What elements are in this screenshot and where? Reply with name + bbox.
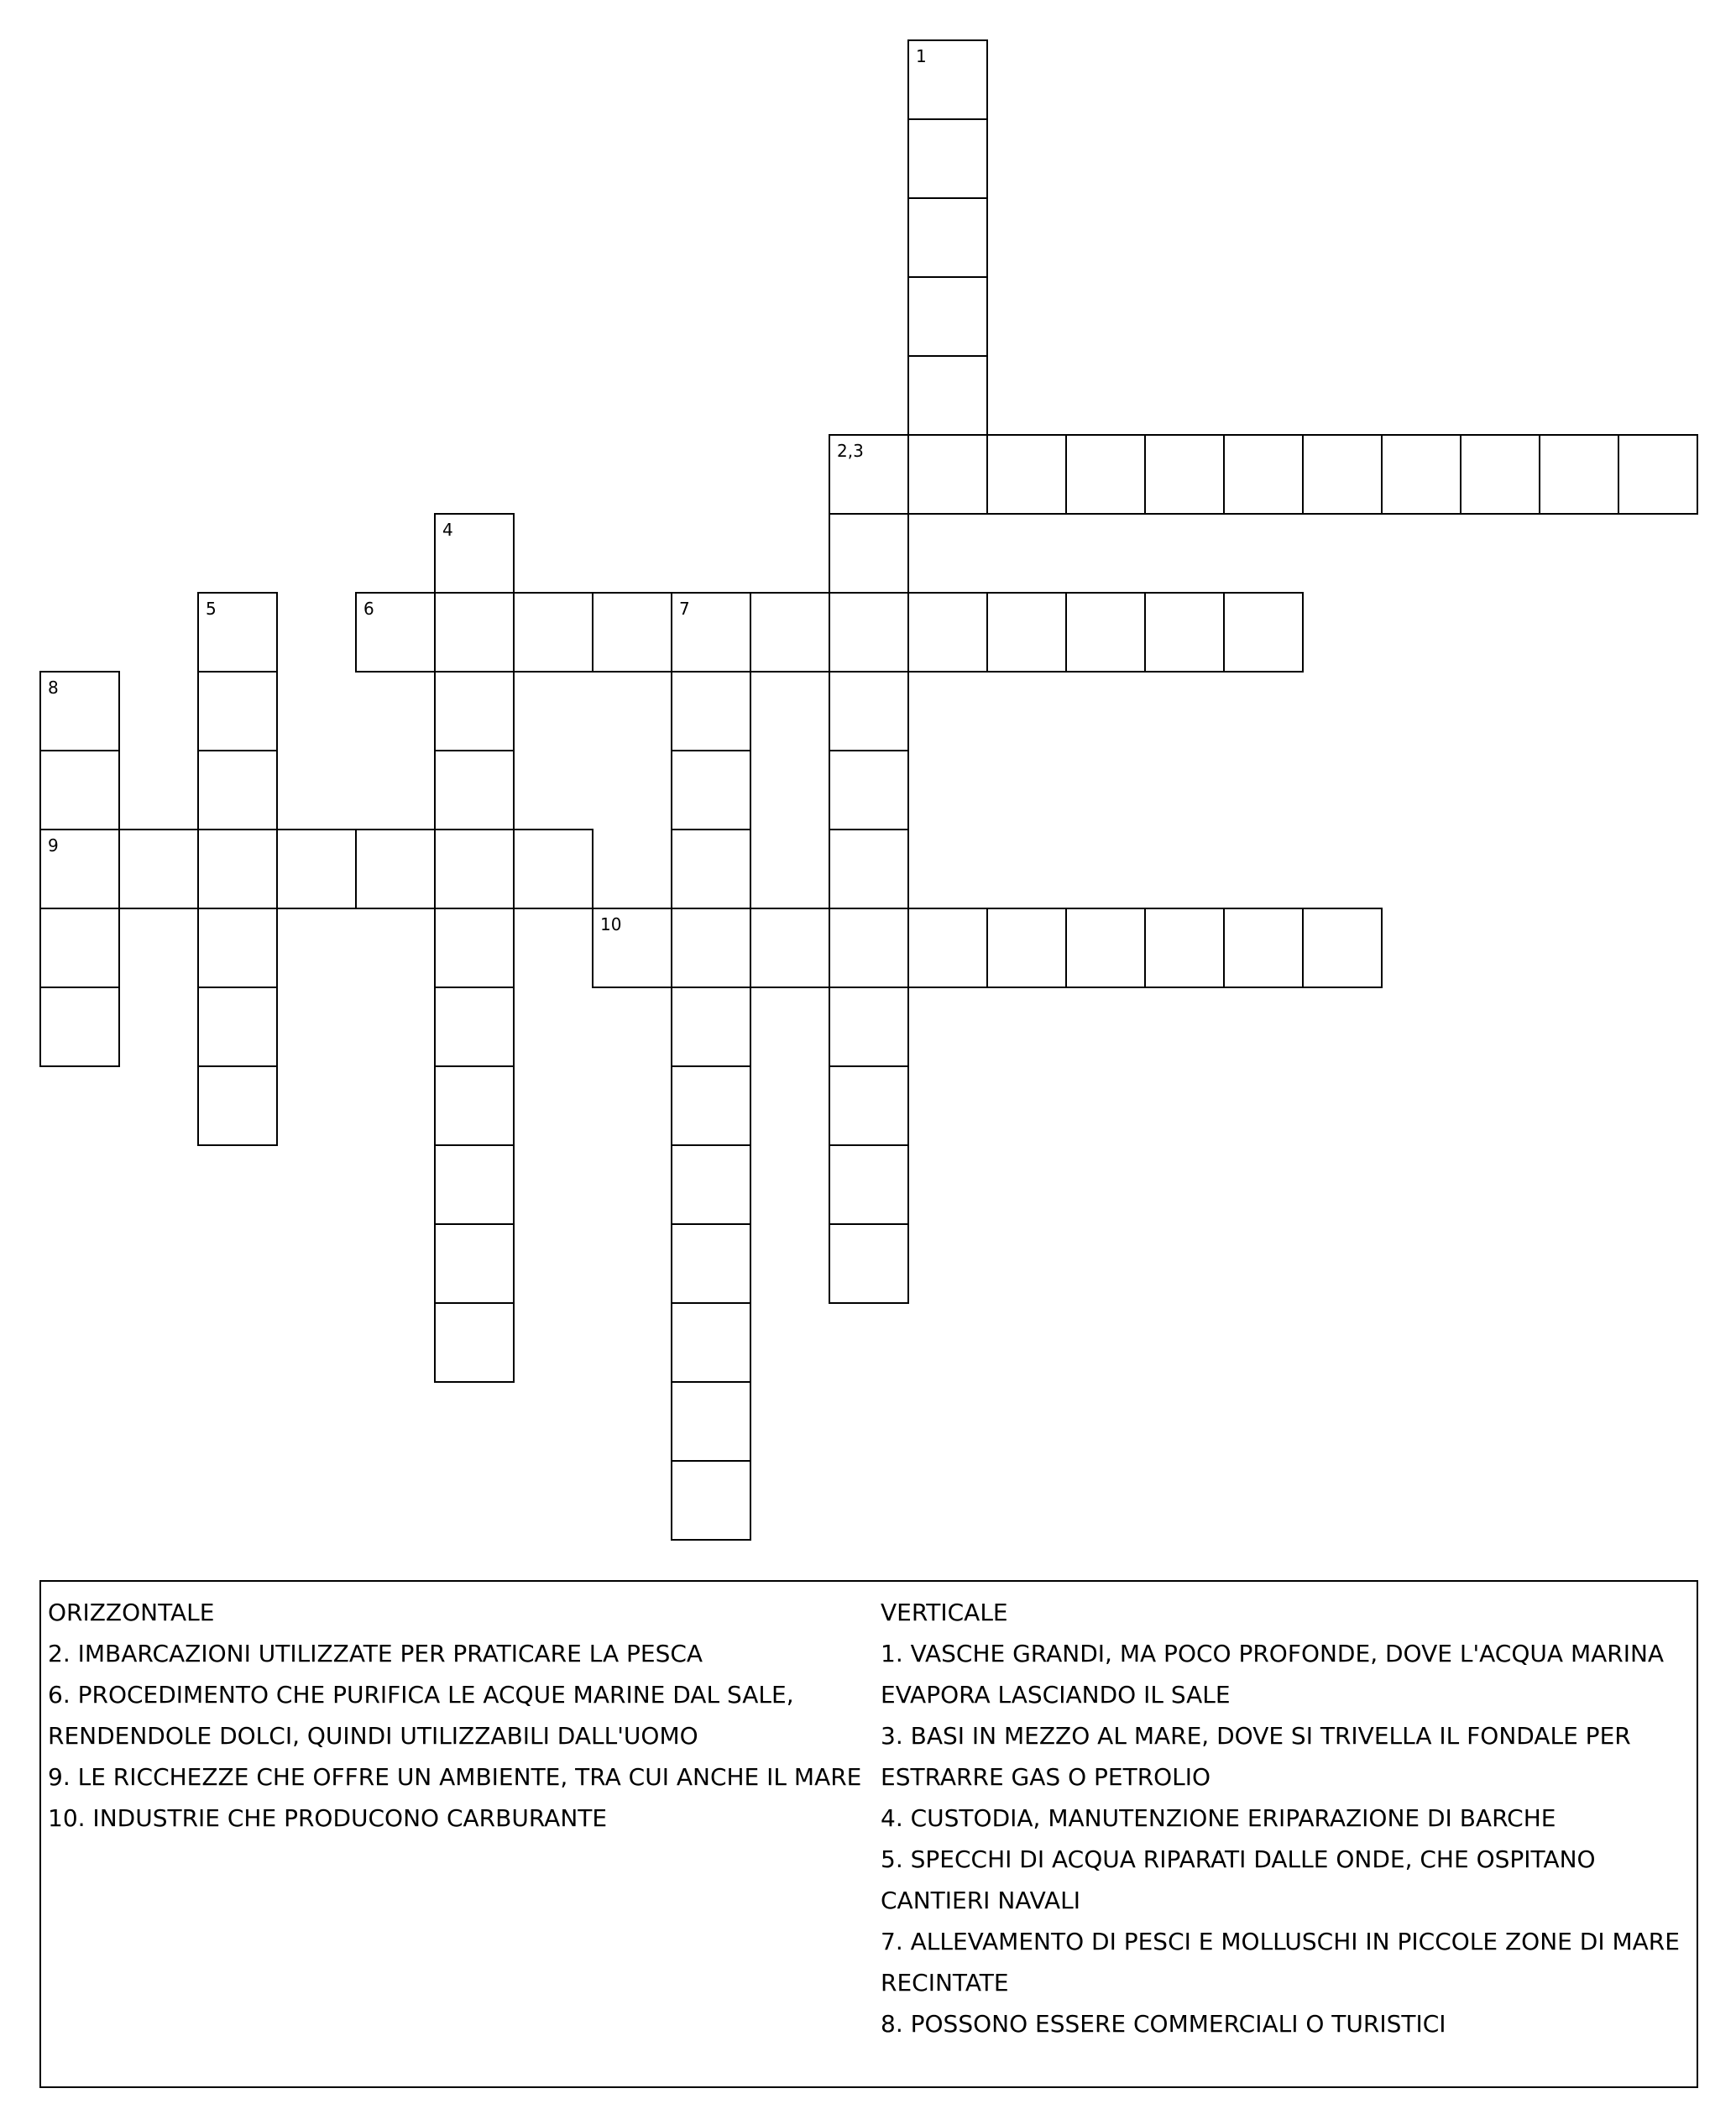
grid-cell[interactable] — [671, 750, 751, 830]
grid-cell[interactable] — [197, 592, 278, 673]
clues-box — [39, 1580, 1698, 2088]
grid-cell[interactable] — [39, 908, 120, 988]
grid-cell[interactable] — [197, 1065, 278, 1146]
grid-cell[interactable] — [592, 592, 672, 673]
clue-number: 9 — [48, 835, 59, 856]
grid-cell[interactable] — [1144, 908, 1225, 988]
grid-cell[interactable] — [434, 908, 515, 988]
down-clue-line: CANTIERI NAVALI — [881, 1887, 1080, 1914]
grid-cell[interactable] — [829, 1144, 909, 1225]
grid-cell[interactable] — [986, 908, 1067, 988]
grid-cell[interactable] — [829, 987, 909, 1067]
grid-cell[interactable] — [907, 434, 988, 515]
grid-cell[interactable] — [907, 197, 988, 278]
across-clue-line: 10. INDUSTRIE CHE PRODUCONO CARBURANTE — [48, 1804, 608, 1832]
clue-number: 5 — [206, 599, 217, 619]
down-clue-line: RECINTATE — [881, 1969, 1009, 1997]
grid-cell[interactable] — [829, 1223, 909, 1304]
down-clue-line: 8. POSSONO ESSERE COMMERCIALI O TURISTICI — [881, 2010, 1446, 2038]
grid-cell[interactable] — [671, 1460, 751, 1541]
grid-cell[interactable] — [671, 671, 751, 751]
grid-cell[interactable] — [750, 592, 830, 673]
grid-cell[interactable] — [197, 987, 278, 1067]
grid-cell[interactable] — [1144, 592, 1225, 673]
grid-cell[interactable] — [434, 1302, 515, 1383]
grid-cell[interactable] — [355, 592, 436, 673]
across-clue-line: 2. IMBARCAZIONI UTILIZZATE PER PRATICARE LA PESCA — [48, 1640, 703, 1667]
grid-cell[interactable] — [671, 1144, 751, 1225]
grid-cell[interactable] — [750, 908, 830, 988]
grid-cell[interactable] — [434, 513, 515, 594]
down-header: VERTICALE — [881, 1599, 1008, 1626]
grid-cell[interactable] — [829, 1065, 909, 1146]
grid-cell[interactable] — [829, 908, 909, 988]
grid-cell[interactable] — [355, 829, 436, 909]
across-clue-line: 6. PROCEDIMENTO CHE PURIFICA LE ACQUE MARINE DAL SALE, — [48, 1681, 794, 1709]
clue-number: 7 — [679, 599, 690, 619]
clue-number: 1 — [916, 46, 927, 66]
grid-cell[interactable] — [671, 987, 751, 1067]
grid-cell[interactable] — [1065, 908, 1146, 988]
clue-number: 10 — [600, 914, 622, 934]
grid-cell[interactable] — [197, 750, 278, 830]
grid-cell[interactable] — [907, 39, 988, 120]
grid-cell[interactable] — [671, 1381, 751, 1462]
grid-cell[interactable] — [1223, 592, 1304, 673]
grid-cell[interactable] — [513, 829, 593, 909]
grid-cell[interactable] — [1065, 592, 1146, 673]
grid-cell[interactable] — [986, 592, 1067, 673]
grid-cell[interactable] — [434, 671, 515, 751]
grid-cell[interactable] — [671, 908, 751, 988]
grid-cell[interactable] — [1618, 434, 1698, 515]
grid-cell[interactable] — [39, 987, 120, 1067]
clue-number: 4 — [442, 520, 453, 540]
grid-cell[interactable] — [671, 1223, 751, 1304]
grid-cell[interactable] — [434, 1065, 515, 1146]
grid-cell[interactable] — [671, 1302, 751, 1383]
grid-cell[interactable] — [986, 434, 1067, 515]
down-clue-line: 3. BASI IN MEZZO AL MARE, DOVE SI TRIVELLA IL FONDALE PER — [881, 1722, 1631, 1750]
grid-cell[interactable] — [118, 829, 199, 909]
grid-cell[interactable] — [1539, 434, 1619, 515]
down-clue-line: ESTRARRE GAS O PETROLIO — [881, 1763, 1211, 1791]
grid-cell[interactable] — [1460, 434, 1540, 515]
grid-cell[interactable] — [434, 592, 515, 673]
down-clue-line: 7. ALLEVAMENTO DI PESCI E MOLLUSCHI IN PICCOLE ZONE DI MARE — [881, 1928, 1680, 1955]
grid-cell[interactable] — [1144, 434, 1225, 515]
grid-cell[interactable] — [671, 1065, 751, 1146]
across-header: ORIZZONTALE — [48, 1599, 215, 1626]
grid-cell[interactable] — [671, 592, 751, 673]
grid-cell[interactable] — [829, 592, 909, 673]
grid-cell[interactable] — [671, 829, 751, 909]
down-clue-line: EVAPORA LASCIANDO IL SALE — [881, 1681, 1231, 1709]
down-clue-line: 4. CUSTODIA, MANUTENZIONE ERIPARAZIONE DI BARCHE — [881, 1804, 1556, 1832]
grid-cell[interactable] — [513, 592, 593, 673]
grid-cell[interactable] — [907, 276, 988, 357]
grid-cell[interactable] — [829, 829, 909, 909]
grid-cell[interactable] — [39, 671, 120, 751]
grid-cell[interactable] — [197, 829, 278, 909]
grid-cell[interactable] — [434, 987, 515, 1067]
grid-cell[interactable] — [907, 592, 988, 673]
grid-cell[interactable] — [907, 118, 988, 199]
grid-cell[interactable] — [39, 750, 120, 830]
grid-cell[interactable] — [434, 1223, 515, 1304]
down-clue-line: 5. SPECCHI DI ACQUA RIPARATI DALLE ONDE, CHE OSPITANO — [881, 1845, 1596, 1873]
across-clue-line: 9. LE RICCHEZZE CHE OFFRE UN AMBIENTE, TRA CUI ANCHE IL MARE — [48, 1763, 862, 1791]
grid-cell[interactable] — [592, 908, 672, 988]
grid-cell[interactable] — [434, 829, 515, 909]
grid-cell[interactable] — [1065, 434, 1146, 515]
grid-cell[interactable] — [1302, 434, 1383, 515]
grid-cell[interactable] — [276, 829, 357, 909]
grid-cell[interactable] — [1302, 908, 1383, 988]
grid-cell[interactable] — [197, 671, 278, 751]
grid-cell[interactable] — [39, 829, 120, 909]
grid-cell[interactable] — [1223, 434, 1304, 515]
grid-cell[interactable] — [434, 750, 515, 830]
down-clues — [881, 1592, 1680, 2044]
down-clue-line: 1. VASCHE GRANDI, MA POCO PROFONDE, DOVE L'ACQUA MARINA — [881, 1640, 1665, 1667]
clue-number: 2,3 — [837, 441, 864, 461]
grid-cell[interactable] — [829, 750, 909, 830]
grid-cell[interactable] — [829, 671, 909, 751]
grid-cell[interactable] — [907, 355, 988, 436]
grid-cell[interactable] — [1381, 434, 1461, 515]
grid-cell[interactable] — [434, 1144, 515, 1225]
grid-cell[interactable] — [829, 434, 909, 515]
grid-cell[interactable] — [1223, 908, 1304, 988]
across-clues — [48, 1592, 861, 1839]
grid-cell[interactable] — [197, 908, 278, 988]
grid-cell[interactable] — [907, 908, 988, 988]
across-clue-line: RENDENDOLE DOLCI, QUINDI UTILIZZABILI DALL'UOMO — [48, 1722, 698, 1750]
clue-number: 8 — [48, 678, 59, 698]
grid-cell[interactable] — [829, 513, 909, 594]
clue-number: 6 — [363, 599, 374, 619]
